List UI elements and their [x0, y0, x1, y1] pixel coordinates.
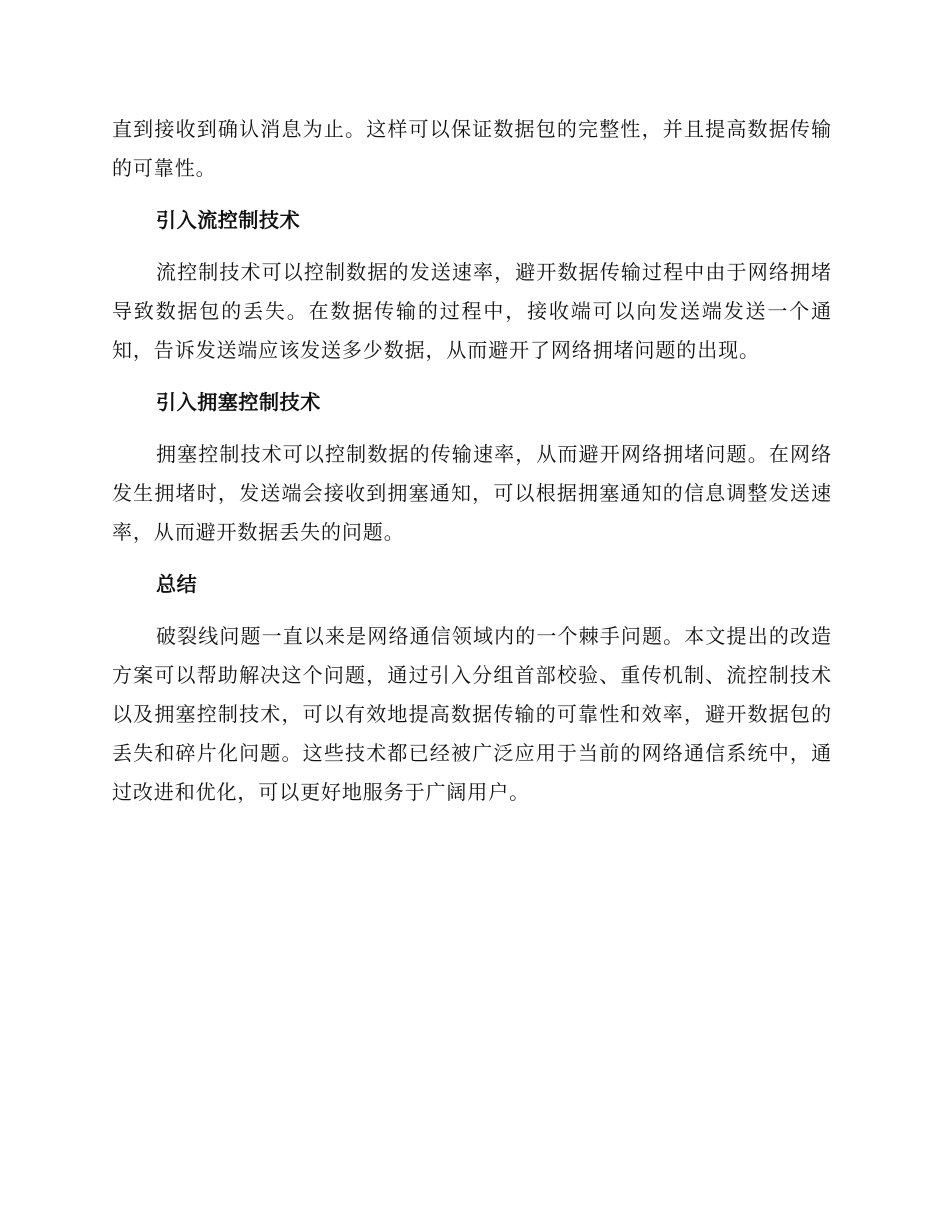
paragraph-flow-control: 流控制技术可以控制数据的发送速率，避开数据传输过程中由于网络拥堵导致数据包的丢失。在数据传输的过程中，接收端可以向发送端发送一个通知，告诉发送端应该发送多少数据，从而避开了网络拥堵问题的出现。 [112, 260, 832, 362]
heading-congestion-control: 引入拥塞控制技术 [156, 390, 321, 414]
heading-summary: 总结 [156, 572, 198, 596]
paragraph-continuation: 直到接收到确认消息为止。这样可以保证数据包的完整性，并且提高数据传输的可靠性。 [112, 117, 832, 180]
paragraph-congestion-control: 拥塞控制技术可以控制数据的传输速率，从而避开网络拥堵问题。在网络发生拥堵时，发送端会接收到拥塞通知，可以根据拥塞通知的信息调整发送速率，从而避开数据丢失的问题。 [112, 442, 832, 544]
heading-flow-control: 引入流控制技术 [156, 208, 301, 232]
paragraph-summary: 破裂线问题一直以来是网络通信领域内的一个棘手问题。本文提出的改造方案可以帮助解决这个问题，通过引入分组首部校验、重传机制、流控制技术以及拥塞控制技术，可以有效地提高数据传输的可靠性和效率，避开数据包的丢失和碎片化问题。这些技术都已经被广泛应用于当前的网络通信系统中，通过改进和优化，可以更好地服务于广阔用户。 [112, 624, 832, 804]
